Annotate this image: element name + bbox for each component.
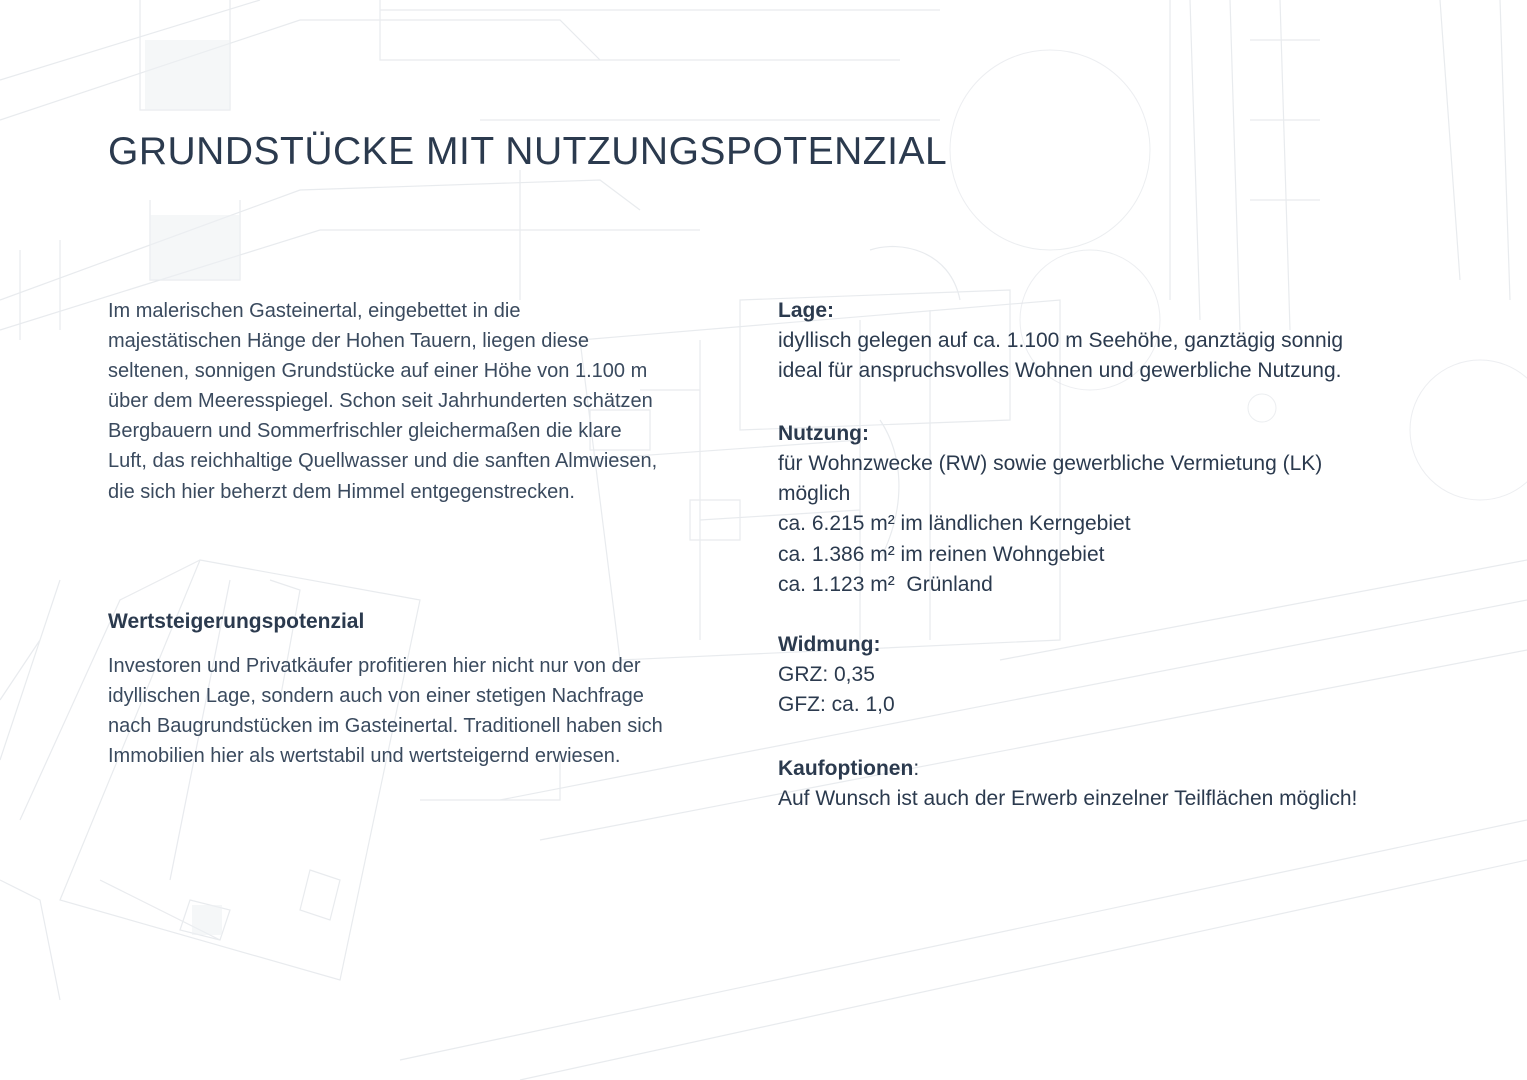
intro-paragraph: Im malerischen Gasteinertal, eingebettet in die majestätischen Hänge der Hohen Tauern, liegen diese seltenen, sonnigen Grundstücke auf einer Höhe von 1.100 m über dem Meeresspiegel. Schon seit Jahrhunderten schätzen Bergbauern und Sommerfrischler gleichermaßen die klare Luft, das reichhaltige Quellwasser und die sanften Almwiesen, die sich hier beherzt dem Himmel entgegenstrecken.: [108, 300, 658, 503]
nutzung-line: für Wohnzwecke (RW) sowie gewerbliche Vermietung (LK) möglich: [778, 452, 1323, 506]
nutzung-line: ca. 1.123 m² Grünland: [778, 572, 993, 596]
widmung-line: GFZ: ca. 1,0: [778, 693, 895, 717]
value-paragraph: Investoren und Privatkäufer profitieren hier nicht nur von der idyllischen Lage, sondern auch von einer stetigen Nachfrage nach Baugrundstücken im Gasteinertal. Traditionell haben sich Immobilien hier als wertstabil und wertsteigernd erwiesen.: [108, 655, 663, 768]
kaufoptionen-colon: :: [913, 757, 920, 780]
kaufoptionen-section: [778, 754, 1478, 814]
lage-section: [778, 296, 1478, 386]
widmung-label: Widmung:: [778, 633, 881, 656]
nutzung-label: Nutzung:: [778, 422, 869, 445]
lage-label: Lage:: [778, 299, 835, 322]
lage-line: idyllisch gelegen auf ca. 1.100 m Seehöhe, ganztägig sonnig: [778, 329, 1344, 352]
kaufoptionen-label: Kaufoptionen: [778, 757, 914, 780]
nutzung-section: [778, 419, 1478, 600]
widmung-line: GRZ: 0,35: [778, 663, 875, 686]
value-heading: Wertsteigerungspotenzial: [108, 610, 365, 633]
kaufoptionen-heading: [778, 754, 1478, 784]
lage-line: ideal für anspruchsvolles Wohnen und gewerbliche Nutzung.: [778, 359, 1342, 383]
page-title: GRUNDSTÜCKE MIT NUTZUNGSPOTENZIAL: [108, 130, 948, 173]
kaufoptionen-line: Auf Wunsch ist auch der Erwerb einzelner Teilflächen möglich!: [778, 787, 1358, 810]
nutzung-line: ca. 6.215 m² im ländlichen Kerngebiet: [778, 512, 1131, 536]
widmung-section: [778, 630, 1478, 720]
nutzung-line: ca. 1.386 m² im reinen Wohngebiet: [778, 542, 1105, 566]
